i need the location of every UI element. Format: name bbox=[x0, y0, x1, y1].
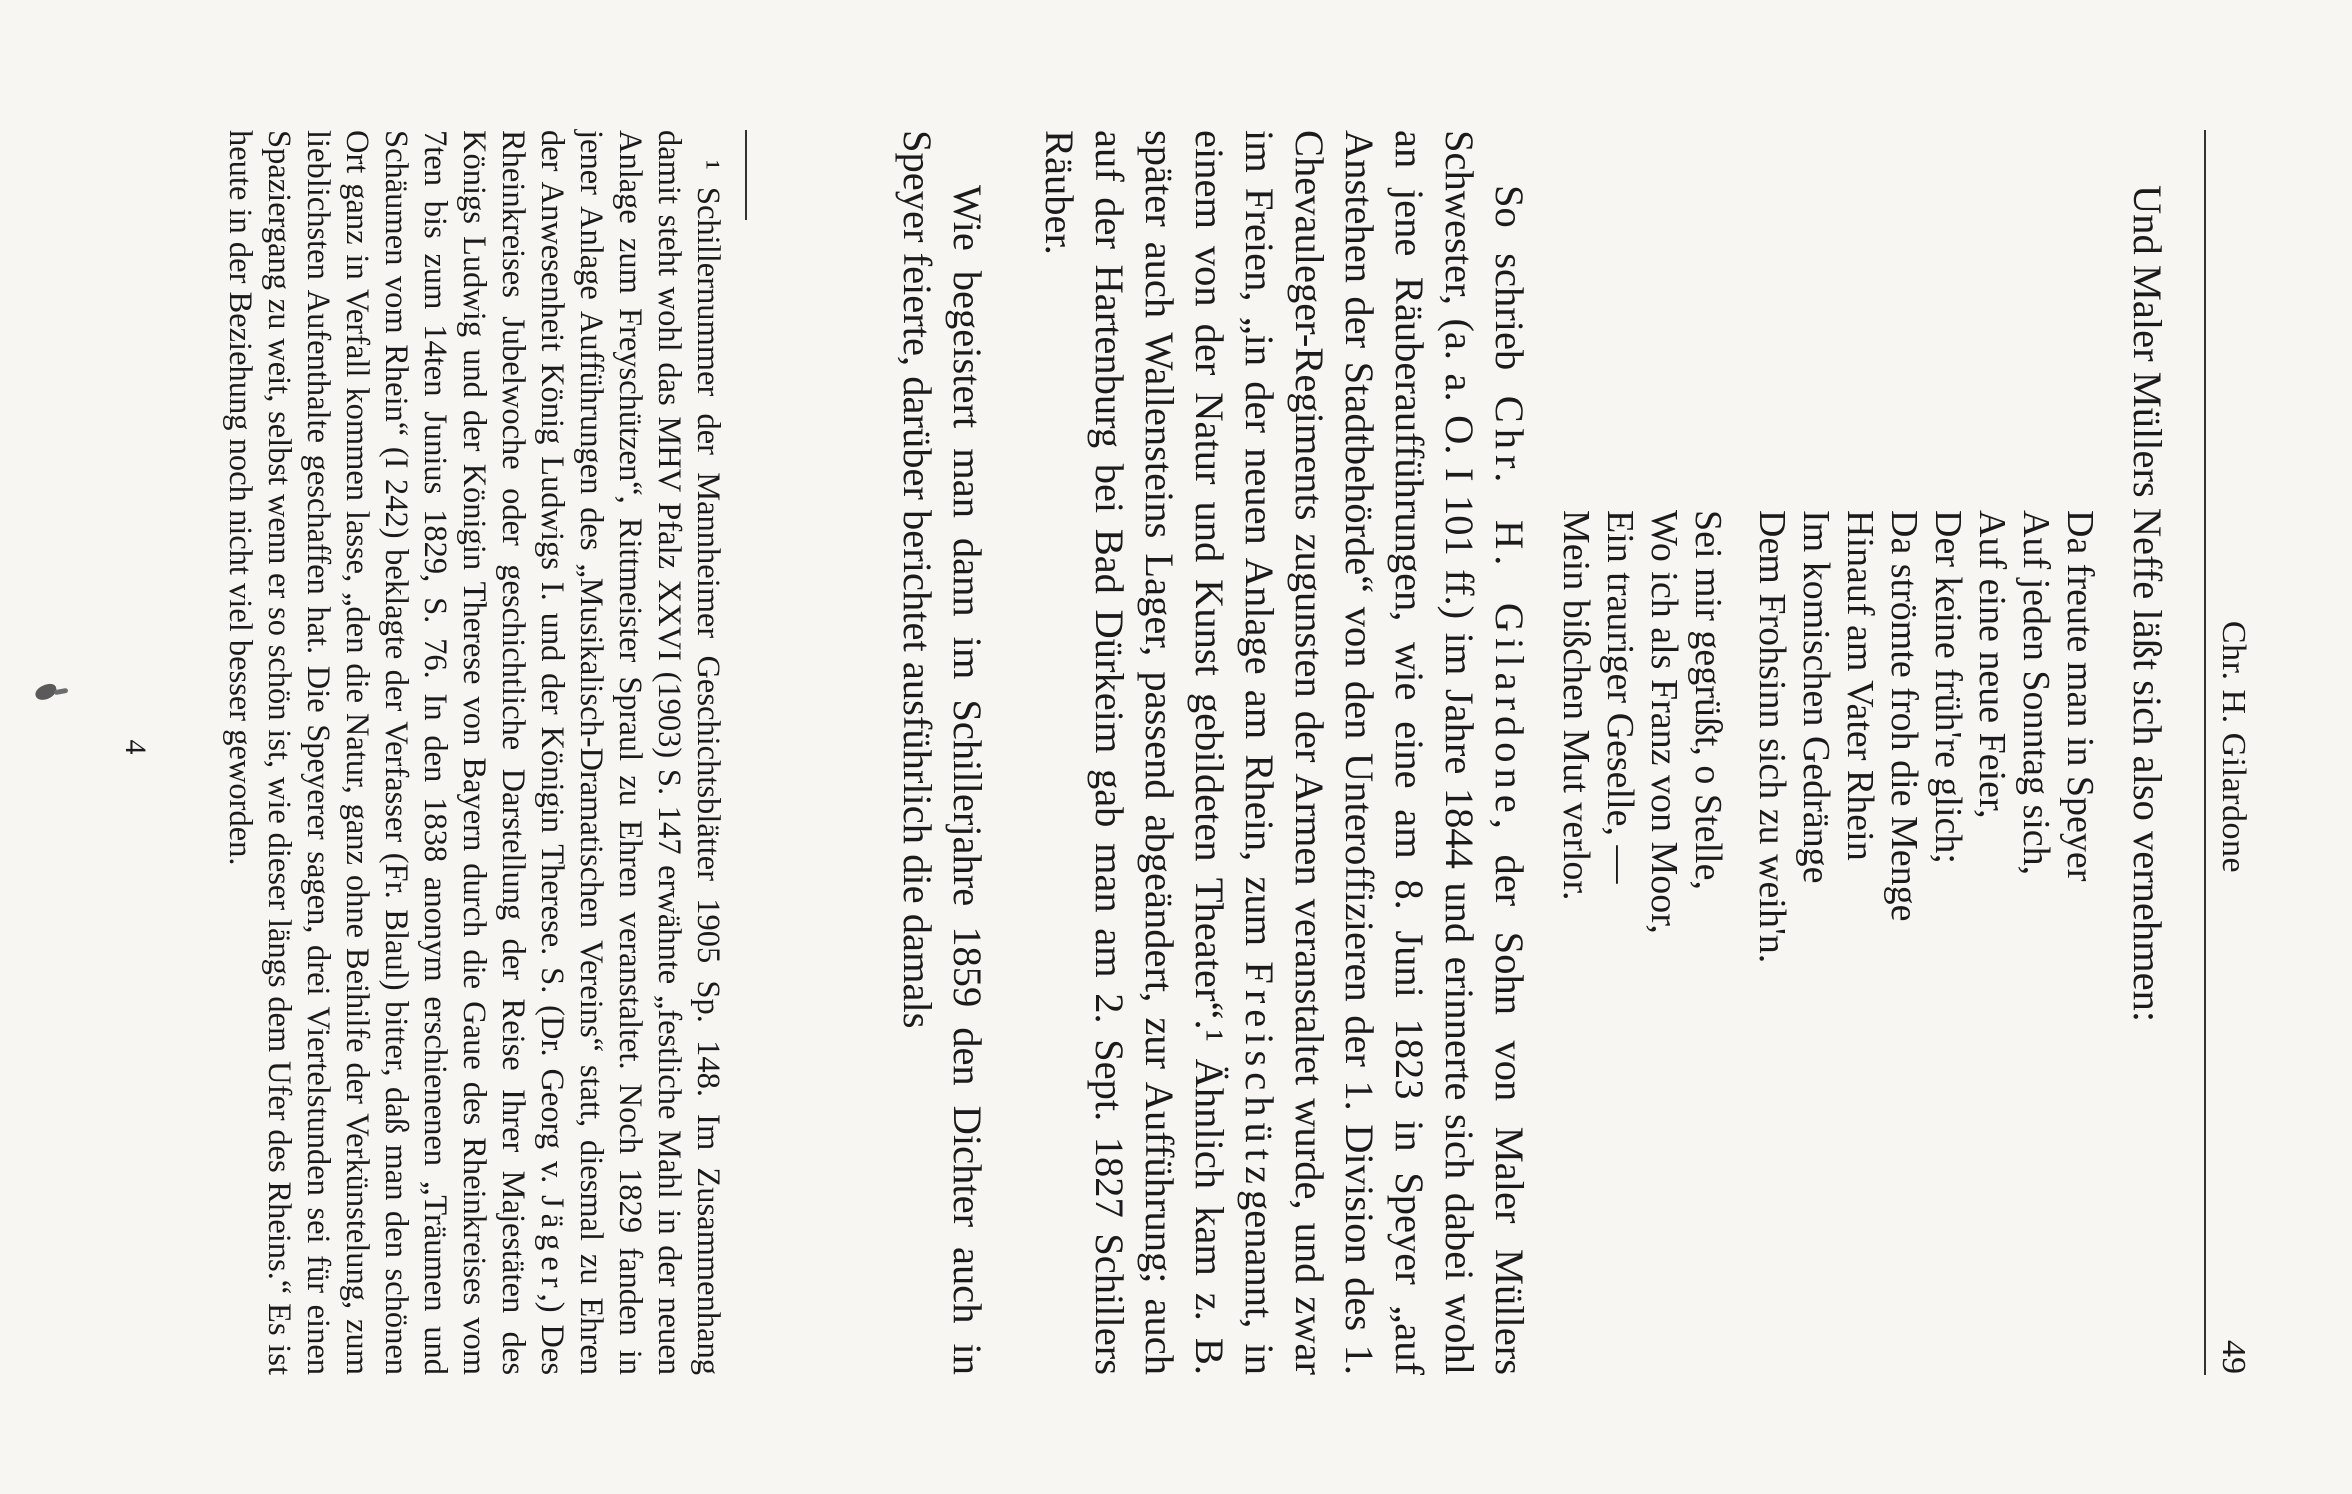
verse-line: Auf jeden Sonntag sich, bbox=[2015, 510, 2057, 876]
footnote-part: ,) Des Rheinkreises Jubelwoche oder geschichtliche Darstellung der Reise Ihrer Majestäten des Königs Ludwig und der Königin Therese von Bayern durch die Gaue des Rheinkreises vom 7ten bis zum 14ten Junius 1829, S. 76. In den 1838 anonym erschienenen „Träumen und Schäumen vom Rhein“ (I 242) beklagte der Verfasser (Fr. Blaul) bitter, daß man den schönen Ort ganz in Verfall kommen lasse, „den die Natur, ganz ohne Beihilfe der Verkünstelung, zum lieblichsten Aufenthalte geschaffen hat. Die Speyerer sagen, drei Viertelstunden sei für einen Spaziergang zu weit, selbst wenn er so schön ist, wie dieser längs dem Ufer des Rheins.“ Es ist heute in der Beziehung noch nicht viel besser geworden. bbox=[222, 130, 570, 1375]
footnote-rule bbox=[745, 130, 747, 220]
paragraph-text: genannt, in einem von der Natur und Kunst gebildeten Theater“.¹ Ähnlich kam z. B. später auch Wallensteins Lager, passend abgeändert, zur Aufführung; auch auf der Hartenburg bei Bad Dürkeim gab man am 2. Sept. 1827 Schillers Räuber. bbox=[1037, 130, 1282, 1375]
verse-line: Da freute man in Speyer bbox=[2059, 510, 2101, 882]
paragraph-schillerjahr: Wie begeistert man dann im Schillerjahre 1859 den Dichter auch in Speyer feierte, darüber berichtet ausführlich die damals bbox=[895, 130, 990, 1375]
main-text bbox=[892, 130, 2172, 1375]
verse-stanza-1 bbox=[1750, 510, 2102, 1375]
verse-line: Sei mir gegrüßt, o Stelle, bbox=[1687, 510, 1729, 890]
paragraph-gilardone bbox=[1034, 130, 1534, 1375]
running-header-title: Chr. H. Gilardone bbox=[2215, 620, 2252, 874]
sheet-signature: 4 bbox=[119, 739, 152, 755]
verse-line: Auf eine neue Feier, bbox=[1971, 510, 2013, 819]
page-number: 49 bbox=[2215, 1340, 2252, 1374]
verse-line: Im komischen Gedränge bbox=[1795, 510, 1837, 884]
author-name-spaced: Chr. H. Gilardone bbox=[1487, 395, 1532, 819]
verse-line: Da strömte froh die Menge bbox=[1883, 510, 1925, 922]
footnote bbox=[220, 130, 727, 1375]
paragraph-text: So schrieb bbox=[1487, 185, 1532, 396]
freischuetz-spaced: Freischütz bbox=[1237, 961, 1282, 1191]
paragraph-text: , der Sohn von Maler Müllers Schwester, (a. a. O. I 101 ff.) im Jahre 1844 und erinnerte sich dabei wohl an jene Räuberaufführungen, wie eine am 8. Juni 1823 in Speyer „auf Anstehen der Stadtbehörde“ von den Unteroffizieren der 1. Division des 1. Chevauleger-Regiments zugunsten der Armen veranstaltet wurde, und zwar im Freien, „in der neuen Anlage am Rhein, zum bbox=[1237, 130, 1532, 1375]
verse-line: Hinauf am Vater Rhein bbox=[1839, 510, 1881, 861]
header-rule bbox=[2204, 130, 2206, 1375]
verse-line: Mein bißchen Mut verlor. bbox=[1555, 510, 1597, 901]
verse-line: Dem Frohsinn sich zu weih'n. bbox=[1751, 510, 1793, 964]
verse-line: Wo ich als Franz von Moor, bbox=[1643, 510, 1685, 934]
verse-line: Der keine früh're glich; bbox=[1927, 510, 1969, 864]
paragraph-intro: Und Maler Müllers Neffe läßt sich also vernehmen: bbox=[2125, 185, 2170, 1023]
jaeger-spaced: Jäger bbox=[534, 1195, 570, 1294]
footnote-text bbox=[220, 130, 727, 1375]
verse-stanza-2 bbox=[1554, 510, 1730, 1375]
verse-line: Ein trauriger Geselle, — bbox=[1599, 510, 1641, 884]
footnote-part: ¹ Schillernummer der Mannheimer Geschichtsblätter 1905 Sp. 148. Im Zusammenhang damit steht wohl das MHV Pfalz XXVI (1903) S. 147 erwähnte „festliche Mahl in der neuen Anlage zum Freyschützen“, Rittmeister Spraul zu Ehren veranstaltet. Noch 1829 fanden in jener Anlage Aufführungen des „Musikalisch-Dramatischen Vereins“ statt, diesmal zu Ehren der Anwesenheit König Ludwigs I. und der Königin Therese. S. (Dr. Georg v. bbox=[534, 130, 726, 1375]
